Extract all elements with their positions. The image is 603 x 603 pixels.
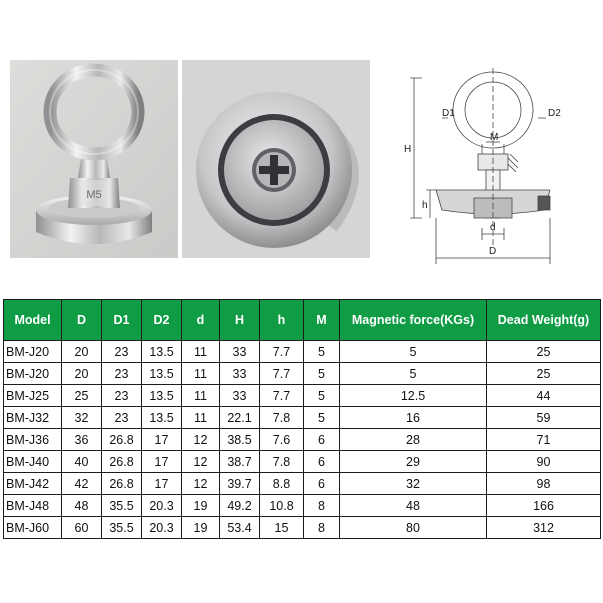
table-cell: 33	[220, 363, 260, 385]
table-cell: 20	[62, 363, 102, 385]
table-cell: 17	[142, 473, 182, 495]
table-cell: BM-J36	[4, 429, 62, 451]
spec-table	[3, 299, 601, 539]
table-cell: 6	[304, 473, 340, 495]
product-photo-side	[10, 60, 178, 258]
table-cell: 23	[102, 363, 142, 385]
dim-label-h-total: H	[404, 144, 412, 155]
eyebolt-magnet-bottom-image	[182, 60, 370, 258]
column-header: d	[182, 300, 220, 341]
column-header: Model	[4, 300, 62, 341]
table-cell: 80	[340, 517, 487, 539]
table-cell: BM-J32	[4, 407, 62, 429]
table-cell: BM-J20	[4, 363, 62, 385]
table-cell: 42	[62, 473, 102, 495]
column-header: Magnetic force(KGs)	[340, 300, 487, 341]
table-cell: 32	[62, 407, 102, 429]
table-cell: 29	[340, 451, 487, 473]
table-cell: 33	[220, 341, 260, 363]
table-header-row	[4, 300, 601, 341]
table-cell: 53.4	[220, 517, 260, 539]
table-row	[4, 451, 601, 473]
table-row	[4, 473, 601, 495]
table-cell: 11	[182, 407, 220, 429]
technical-drawing	[398, 58, 598, 270]
dim-label-h-small: h	[422, 200, 428, 211]
table-cell: 28	[340, 429, 487, 451]
column-header: M	[304, 300, 340, 341]
table-cell: 5	[304, 363, 340, 385]
table-cell: BM-J60	[4, 517, 62, 539]
table-cell: 44	[487, 385, 601, 407]
table-cell: 11	[182, 341, 220, 363]
table-cell: 13.5	[142, 341, 182, 363]
table-cell: 90	[487, 451, 601, 473]
column-header: h	[260, 300, 304, 341]
table-cell: 6	[304, 451, 340, 473]
table-cell: 12	[182, 451, 220, 473]
table-cell: 7.7	[260, 341, 304, 363]
bolt-marking-text: M5	[86, 189, 102, 201]
table-cell: BM-J42	[4, 473, 62, 495]
table-cell: 59	[487, 407, 601, 429]
table-cell: 8	[304, 517, 340, 539]
table-cell: 7.6	[260, 429, 304, 451]
table-cell: 5	[304, 385, 340, 407]
table-cell: 12	[182, 473, 220, 495]
table-cell: 20.3	[142, 517, 182, 539]
table-cell: 8	[304, 495, 340, 517]
table-cell: 33	[220, 385, 260, 407]
table-cell: 23	[102, 407, 142, 429]
table-cell: 35.5	[102, 517, 142, 539]
table-row	[4, 385, 601, 407]
table-cell: 17	[142, 451, 182, 473]
table-cell: 19	[182, 517, 220, 539]
table-cell: 19	[182, 495, 220, 517]
table-cell: 49.2	[220, 495, 260, 517]
table-row	[4, 517, 601, 539]
table-cell: 38.5	[220, 429, 260, 451]
table-cell: 312	[487, 517, 601, 539]
dim-label-d2: D2	[548, 108, 561, 119]
table-row	[4, 429, 601, 451]
dim-label-m: M	[490, 132, 499, 143]
dim-label-d-small: d	[490, 222, 496, 233]
column-header: D1	[102, 300, 142, 341]
table-cell: 11	[182, 385, 220, 407]
table-cell: 20	[62, 341, 102, 363]
table-cell: 17	[142, 429, 182, 451]
table-row	[4, 407, 601, 429]
table-cell: 15	[260, 517, 304, 539]
table-cell: 20.3	[142, 495, 182, 517]
table-cell: 38.7	[220, 451, 260, 473]
dim-label-d-big: D	[489, 246, 497, 257]
table-cell: 13.5	[142, 407, 182, 429]
table-cell: 12	[182, 429, 220, 451]
table-cell: 98	[487, 473, 601, 495]
table-cell: 32	[340, 473, 487, 495]
table-cell: BM-J20	[4, 341, 62, 363]
table-cell: 40	[62, 451, 102, 473]
table-cell: 5	[340, 363, 487, 385]
table-cell: 23	[102, 385, 142, 407]
table-cell: 25	[487, 341, 601, 363]
table-cell: 5	[340, 341, 487, 363]
table-cell: 48	[62, 495, 102, 517]
table-cell: 16	[340, 407, 487, 429]
table-cell: 5	[304, 407, 340, 429]
table-cell: 7.8	[260, 451, 304, 473]
table-row	[4, 341, 601, 363]
table-cell: 25	[62, 385, 102, 407]
table-row	[4, 363, 601, 385]
dim-label-d1: D1	[442, 108, 455, 119]
table-cell: 7.8	[260, 407, 304, 429]
table-cell: 36	[62, 429, 102, 451]
column-header: Dead Weight(g)	[487, 300, 601, 341]
table-cell: 26.8	[102, 473, 142, 495]
table-cell: BM-J25	[4, 385, 62, 407]
table-cell: 5	[304, 341, 340, 363]
table-cell: 22.1	[220, 407, 260, 429]
table-cell: 13.5	[142, 363, 182, 385]
column-header: D2	[142, 300, 182, 341]
table-cell: 26.8	[102, 451, 142, 473]
table-cell: BM-J48	[4, 495, 62, 517]
product-photo-bottom	[182, 60, 370, 258]
table-cell: 7.7	[260, 363, 304, 385]
table-cell: 39.7	[220, 473, 260, 495]
table-cell: 8.8	[260, 473, 304, 495]
table-cell: 60	[62, 517, 102, 539]
table-cell: 26.8	[102, 429, 142, 451]
table-row	[4, 495, 601, 517]
table-cell: 12.5	[340, 385, 487, 407]
table-cell: 11	[182, 363, 220, 385]
eyebolt-magnet-side-image	[10, 60, 178, 258]
table-cell: 23	[102, 341, 142, 363]
table-cell: 25	[487, 363, 601, 385]
table-cell: 71	[487, 429, 601, 451]
table-cell: 48	[340, 495, 487, 517]
column-header: D	[62, 300, 102, 341]
table-cell: 6	[304, 429, 340, 451]
table-cell: 7.7	[260, 385, 304, 407]
table-cell: BM-J40	[4, 451, 62, 473]
column-header: H	[220, 300, 260, 341]
table-cell: 13.5	[142, 385, 182, 407]
table-cell: 166	[487, 495, 601, 517]
table-cell: 10.8	[260, 495, 304, 517]
table-cell: 35.5	[102, 495, 142, 517]
